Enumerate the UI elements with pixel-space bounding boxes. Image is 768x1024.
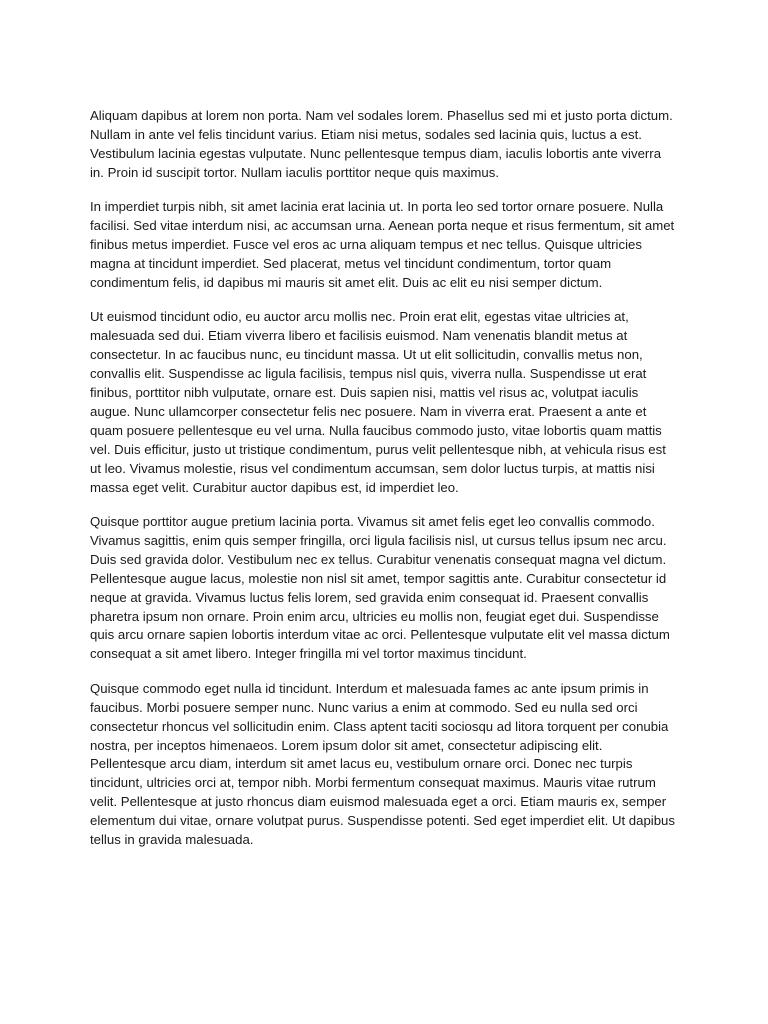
paragraph-3: Ut euismod tincidunt odio, eu auctor arcu mollis nec. Proin erat elit, egestas vitae ultricies at, malesuada sed dui. Etiam viverra libero et facilisis euismod. Nam venenatis blandit metus at consectetur. In ac faucibus nunc, eu tincidunt massa. Ut ut elit sollicitudin, convallis metus non, convallis elit. Suspendisse ac ligula facilisis, tempus nisl quis, viverra nulla. Suspendisse ut erat finibus, porttitor nibh vulputate, ornare est. Duis sapien nisi, mattis vel risus ac, volutpat iaculis augue. Nunc ullamcorper consectetur felis nec posuere. Nam in viverra erat. Praesent a ante et quam posuere pellentesque eu vel urna. Nulla faucibus commodo justo, vitae lobortis quam mattis vel. Duis efficitur, justo ut tristique condimentum, purus velit pellentesque nibh, at vehicula risus est ut leo. Vivamus molestie, risus vel condimentum accumsan, sem dolor luctus turpis, at mattis nisi massa eget velit. Curabitur auctor dapibus est, id imperdiet leo. <box>90 309 666 495</box>
paragraph-4: Quisque porttitor augue pretium lacinia porta. Vivamus sit amet felis eget leo convallis commodo. Vivamus sagittis, enim quis semper fringilla, orci ligula facilisis nisl, ut cursus tellus ipsum nec arcu. Duis sed gravida dolor. Vestibulum nec ex tellus. Curabitur venenatis consequat magna vel dictum. Pellentesque augue lacus, molestie non nisl sit amet, tempor sagittis ante. Curabitur consectetur id neque at gravida. Vivamus luctus felis lorem, sed gravida enim consequat id. Praesent convallis pharetra ipsum non ornare. Proin enim arcu, ultricies eu mollis non, feugiat eget dui. Suspendisse quis arcu ornare sapien lobortis interdum vitae ac orci. Pellentesque vulputate elit vel massa dictum consequat a sit amet libero. Integer fringilla mi vel tortor maximus tincidunt. <box>90 514 670 662</box>
paragraph-2: In imperdiet turpis nibh, sit amet lacinia erat lacinia ut. In porta leo sed tortor ornare posuere. Nulla facilisi. Sed vitae interdum nisi, ac accumsan urna. Aenean porta neque et risus fermentum, sit amet finibus metus imperdiet. Fusce vel eros ac urna aliquam tempus et nec tellus. Quisque ultricies magna at tincidunt imperdiet. Sed placerat, metus vel tincidunt condimentum, tortor quam condimentum felis, id dapibus mi mauris sit amet elit. Duis ac elit eu nisi semper dictum. <box>90 199 675 290</box>
document-body <box>90 107 678 866</box>
paragraph-5: Quisque commodo eget nulla id tincidunt. Interdum et malesuada fames ac ante ipsum primis in faucibus. Morbi posuere semper nunc. Nunc varius a enim at commodo. Sed eu nulla sed orci consectetur rhoncus vel sollicitudin enim. Class aptent taciti sociosqu ad litora torquent per conubia nostra, per inceptos himenaeos. Lorem ipsum dolor sit amet, consectetur adipiscing elit. Pellentesque arcu diam, interdum sit amet lacus eu, vestibulum ornare orci. Donec nec turpis tincidunt, ultricies orci at, tempor nibh. Morbi fermentum consequat maximus. Mauris vitae rutrum velit. Pellentesque at justo rhoncus diam euismod malesuada eget a orci. Etiam mauris ex, semper elementum dui vitae, ornare volutpat purus. Suspendisse potenti. Sed eget imperdiet elit. Ut dapibus tellus in gravida malesuada. <box>90 680 675 848</box>
paragraph-1: Aliquam dapibus at lorem non porta. Nam vel sodales lorem. Phasellus sed mi et justo porta dictum. Nullam in ante vel felis tincidunt varius. Etiam nisi metus, sodales sed lacinia quis, luctus a est. Vestibulum lacinia egestas vulputate. Nunc pellentesque tempus diam, iaculis lobortis ante viverra in. Proin id suscipit tortor. Nullam iaculis porttitor neque quis maximus. <box>90 108 673 180</box>
